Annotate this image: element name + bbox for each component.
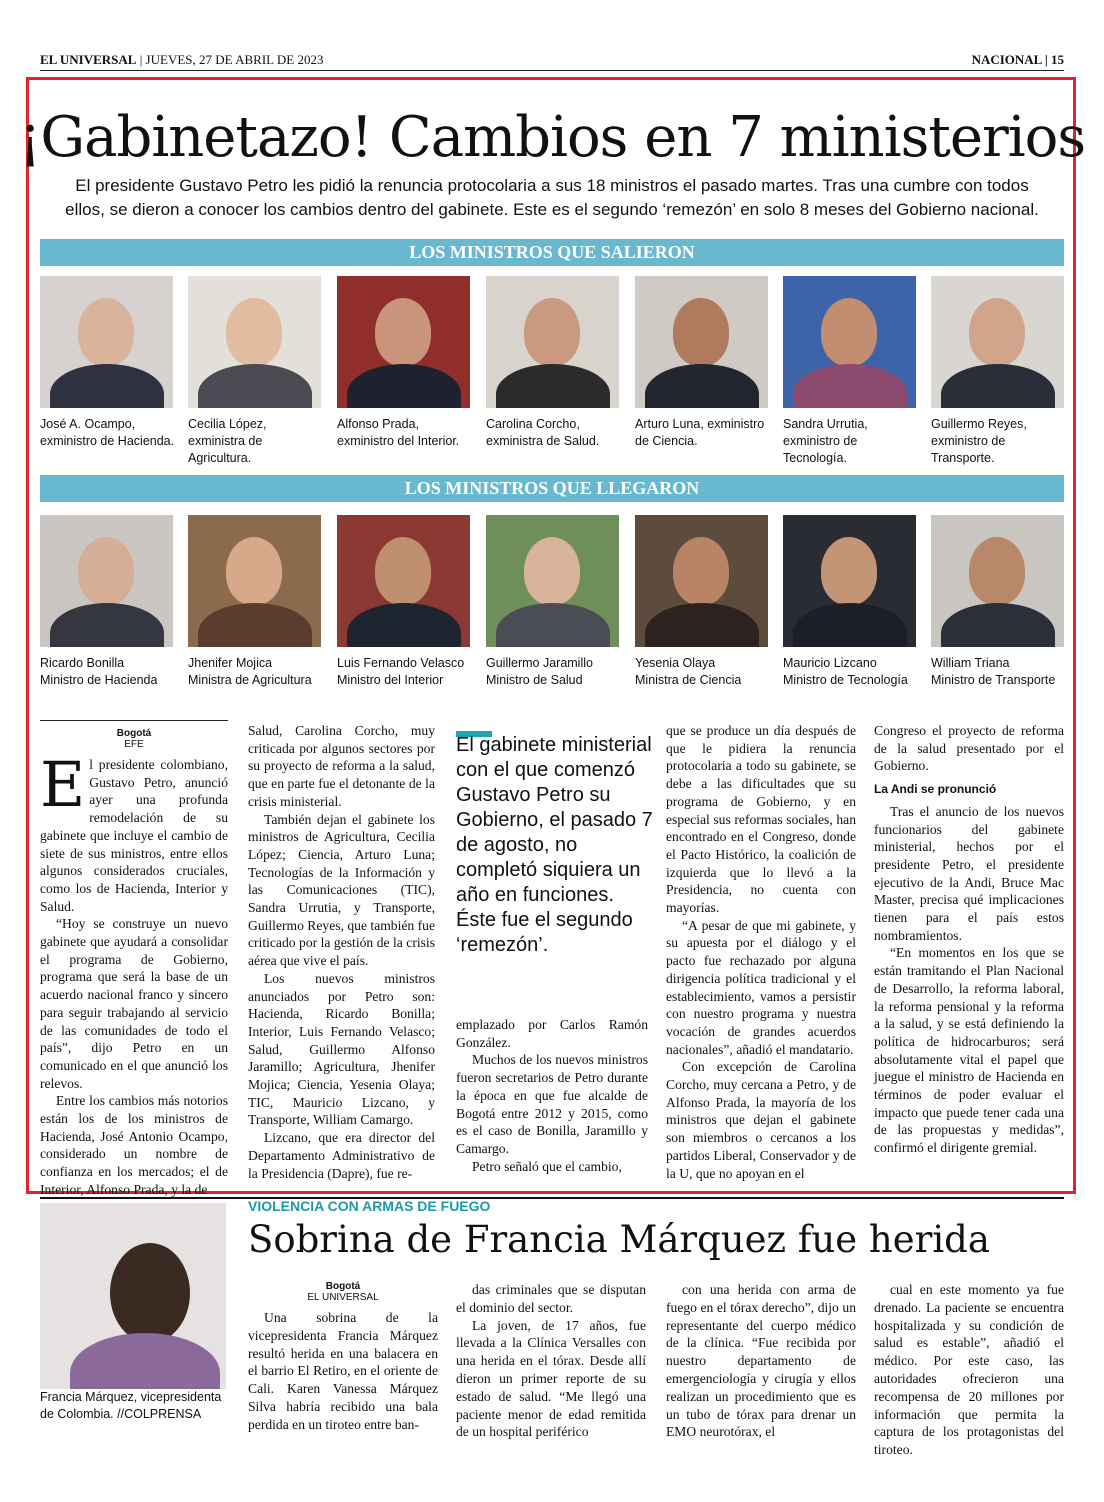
portrait-head xyxy=(110,1243,190,1343)
section-subhead: La Andi se pronunció xyxy=(874,782,997,797)
story-byline xyxy=(248,1281,438,1303)
folio-date: | JUEVES, 27 DE ABRIL DE 2023 xyxy=(139,52,324,67)
minister-caption: Carolina Corcho, exministra de Salud. xyxy=(486,417,600,448)
minister-name: Mauricio Lizcano xyxy=(783,656,877,670)
paragraph: emplazado por Carlos Ramón González. xyxy=(456,1017,648,1050)
paragraph: Salud, Carolina Corcho, muy criticada por algunos sectores por su proyecto de reforma a la salud, que en parte fue el detonante de la crisis ministerial. xyxy=(248,723,435,809)
minister-photo xyxy=(783,515,916,647)
deck-text: El presidente Gustavo Petro les pidió la renuncia protocolaria a sus 18 ministros el pasado martes. Tras una cumbre con todos ellos, se dieron a conocer los cambios dentro del gabinete. Este es el segundo ‘remezón’ en solo 8 meses del Gobierno nacional. xyxy=(65,176,1039,219)
francia-marquez-photo xyxy=(40,1203,226,1389)
paragraph: Tras el anuncio de los nuevos funcionarios del gabinete ministerial, hechos por el presidente Petro, el presidente ejecutivo de la Andi, Bruce Mac Master, precisa qué implicaciones tienen para el país estos nombramientos. xyxy=(874,803,1064,943)
minister-name: Yesenia Olaya xyxy=(635,656,716,670)
byline-rule xyxy=(40,720,228,721)
minister-role: Ministra de Ciencia xyxy=(635,673,742,687)
minister-photo xyxy=(931,276,1064,408)
minister-name: Luis Fernando Velasco xyxy=(337,656,465,670)
minister-photo xyxy=(188,515,321,647)
minister-photo xyxy=(486,276,619,408)
minister-photo xyxy=(40,276,173,408)
minister-photo xyxy=(635,515,768,647)
band-ministers-out: LOS MINISTROS QUE SALIERON xyxy=(40,239,1064,266)
minister-photo xyxy=(783,276,916,408)
paragraph: Congreso el proyecto de reforma de la salud presentado por el Gobierno. xyxy=(874,723,1064,774)
paragraph: das criminales que se disputan el dominio del sector. xyxy=(456,1282,646,1315)
minister-in-card xyxy=(635,515,770,689)
minister-role: Ministra de Agricultura xyxy=(188,673,312,687)
paragraph: Lizcano, que era director del Departamento Administrativo de la Presidencia (Dapre), fue re- xyxy=(248,1130,435,1181)
byline-city: Bogotá xyxy=(325,1281,361,1292)
paragraph: “En momentos en los que se están tramitando el Plan Nacional de Desarrollo, la reforma laboral, la reforma pensional y la reforma a la salud, y se está definiendo la política de hidrocarburos; será absolutamente vital el papel que juegue el ministro de Hacienda en términos de poder evaluar el impacto que puede tener cada una de las propuestas y medidas”, confirmó el dirigente gremial. xyxy=(874,945,1064,1156)
byline-city: Bogotá xyxy=(116,728,152,739)
paragraph: También dejan el gabinete los ministros de Agricultura, Cecilia López; Ciencia, Arturo Luna; Tecnologías de la Información y las Comunicaciones (TIC), Sandra Urrutia, y Transporte, Guillermo Reyes, que también fue criticado por la gestión de la crisis aérea que vive el país. xyxy=(248,811,435,969)
minister-name: Guillermo Jaramillo xyxy=(486,656,593,670)
minister-role: Ministro del Interior xyxy=(337,673,444,687)
article-column-3 xyxy=(456,1016,648,1175)
pullquote: El gabinete ministerial con el que comenzó Gustavo Petro su Gobierno, el pasado 7 de agosto, no completó siquiera un año en funciones. Éste fue el segundo ‘remezón’. xyxy=(456,734,653,956)
story-headline: Sobrina de Francia Márquez fue herida xyxy=(248,1218,990,1261)
paragraph: Una sobrina de la vicepresidenta Francia Márquez resultó herida en una balacera en el barrio El Retiro, en el oriente de Cali. Karen Vanessa Márquez Silva habría recibido una bala perdida en un tiroteo entre ban- xyxy=(248,1310,438,1432)
minister-out-card xyxy=(337,276,472,450)
paragraph: Los nuevos ministros anunciados por Petro son: Hacienda, Ricardo Bonilla; Interior, Luis Fernando Velasco; Salud, Guillermo Alfonso Jaramillo; Agricultura, Jhenifer Mojica; Ciencia, Yesenia Olaya; TIC, Mauricio Lizcano, y Transporte, William Camargo. xyxy=(248,970,435,1128)
minister-caption: Sandra Urrutia, exministro de Tecnología. xyxy=(783,417,868,465)
article-column-4 xyxy=(666,722,856,1182)
portrait-body xyxy=(70,1333,220,1389)
drop-cap: E xyxy=(40,748,86,821)
minister-in-card xyxy=(337,515,472,689)
minister-photo xyxy=(337,276,470,408)
minister-out-card xyxy=(635,276,770,450)
minister-role: Ministro de Salud xyxy=(486,673,583,687)
minister-in-card xyxy=(486,515,621,689)
paragraph: Con excepción de Carolina Corcho, muy cercana a Petro, y de Alfonso Prada, la mayoría de los ministros que dejan el gabinete son miembros o cercanos a los partidos Liberal, Conservador y de la U, que no apoyan en el xyxy=(666,1059,856,1181)
minister-caption: Cecilia López, exministra de Agricultura. xyxy=(188,417,267,465)
minister-photo xyxy=(486,515,619,647)
paragraph: El presidente colombiano, Gustavo Petro, anunció ayer una profunda remodelación de su gabinete que incluye el cambio de siete de sus ministros, entre ellos algunos considerados cruciales, como los de Hacienda, Interior y Salud. xyxy=(40,748,228,914)
band-ministers-in: LOS MINISTROS QUE LLEGARON xyxy=(40,475,1064,502)
story-kicker: VIOLENCIA CON ARMAS DE FUEGO xyxy=(248,1198,491,1214)
paragraph: “A pesar de que mi gabinete, y su apuesta por el diálogo y el pacto fue rechazado por alguna dirigencia política tradicional y el establecimiento, vamos a persistir con nuestro programa y nuestra vocación de grandes acuerdos nacionales”, añadió el mandatario. xyxy=(666,917,856,1057)
minister-in-card xyxy=(931,515,1066,689)
article-column-5 xyxy=(874,722,1064,1157)
article-column-2 xyxy=(248,722,435,1182)
minister-role: Ministro de Transporte xyxy=(931,673,1056,687)
minister-photo xyxy=(931,515,1064,647)
folio-left xyxy=(40,52,323,68)
newspaper-name: EL UNIVERSAL xyxy=(40,52,137,67)
paragraph: Muchos de los nuevos ministros fueron secretarios de Petro durante la época en que fue alcalde de Bogotá entre 2012 y 2015, como es el caso de Bonilla, Jaramillo y Camargo. xyxy=(456,1052,648,1156)
article-column-1 xyxy=(40,728,228,1199)
minister-photo xyxy=(188,276,321,408)
paragraph: “Hoy se construye un nuevo gabinete que ayudará a consolidar el programa de Gobierno, programa que será la base de un acuerdo nacional franco y sincero para seguir trabajando al servicio de las comunidades de todo el país”, dijo Petro en un comunicado en el que anunció los relevos. xyxy=(40,916,228,1091)
paragraph: cual en este momento ya fue drenado. La paciente se encuentra hospitalizada y su condición de salud es estable”, añadió el médico. Por este caso, las autoridades ofrecieron una recompensa de 20 millones por información que permita la captura de los protagonistas del tiroteo. xyxy=(874,1282,1064,1458)
minister-role: Ministro de Tecnología xyxy=(783,673,908,687)
folio-section: NACIONAL | 15 xyxy=(971,52,1064,67)
minister-name: Ricardo Bonilla xyxy=(40,656,125,670)
byline-agency: EFE xyxy=(124,739,144,750)
minister-in-card xyxy=(783,515,918,689)
story2-column-3 xyxy=(666,1281,856,1441)
minister-caption: José A. Ocampo, exministro de Hacienda. xyxy=(40,417,175,448)
minister-caption: Alfonso Prada, exministro del Interior. xyxy=(337,417,460,448)
section-divider xyxy=(40,1197,1064,1199)
minister-caption: Guillermo Reyes, exministro de Transporte. xyxy=(931,417,1027,465)
article-byline xyxy=(40,728,228,750)
story2-column-4 xyxy=(874,1281,1064,1459)
minister-caption: Arturo Luna, exministro de Ciencia. xyxy=(635,417,765,448)
minister-out-card xyxy=(40,276,175,450)
minister-name: William Triana xyxy=(931,656,1010,670)
minister-name: Jhenifer Mojica xyxy=(188,656,273,670)
paragraph: que se produce un día después de que le pidiera la renuncia protocolaria a todo su gabinete, se debe a las dificultades que su programa de Gobierno, y en especial sus reformas sociales, han encontrado en el Congreso, donde el Pacto Histórico, la coalición de izquierda que lo llevó a la Presidencia, no cuenta con mayorías. xyxy=(666,723,856,916)
paragraph: La joven, de 17 años, fue llevada a la Clínica Versalles con una herida en el tórax. Desde allí dieron un primer reporte de su estado de salud. “Me llegó una paciente menor de edad remitida de un hospital periférico xyxy=(456,1317,646,1440)
main-headline: ¡Gabinetazo! Cambios en 7 ministerios xyxy=(18,105,1086,170)
minister-out-card xyxy=(486,276,621,450)
paragraph: con una herida con arma de fuego en el tórax derecho”, dijo un representante del cuerpo médico de la clínica. “Fue recibida por nuestro departamento de emergenciología y cirugía y ellos realizan un procedimiento que es un tubo de tórax para drenar un EMO neurotórax, el xyxy=(666,1282,856,1440)
page-folio xyxy=(40,52,1064,71)
story2-column-1 xyxy=(248,1281,438,1434)
minister-photo xyxy=(337,515,470,647)
byline-agency: EL UNIVERSAL xyxy=(307,1292,379,1303)
minister-out-card xyxy=(188,276,323,467)
minister-photo xyxy=(635,276,768,408)
story2-column-2 xyxy=(456,1281,646,1441)
minister-in-card xyxy=(40,515,175,689)
photo-caption: Francia Márquez, vicepresidenta de Colombia. //COLPRENSA xyxy=(40,1390,222,1421)
minister-in-card xyxy=(188,515,323,689)
minister-photo xyxy=(40,515,173,647)
minister-out-card xyxy=(931,276,1066,467)
minister-role: Ministro de Hacienda xyxy=(40,673,158,687)
paragraph: Entre los cambios más notorios están los de los ministros de Hacienda, José Antonio Ocampo, considerado un nombre de confianza en los mercados; el de Interior, Alfonso Prada, y la de xyxy=(40,1093,228,1197)
paragraph: Petro señaló que el cambio, xyxy=(472,1158,622,1174)
minister-out-card xyxy=(783,276,918,467)
